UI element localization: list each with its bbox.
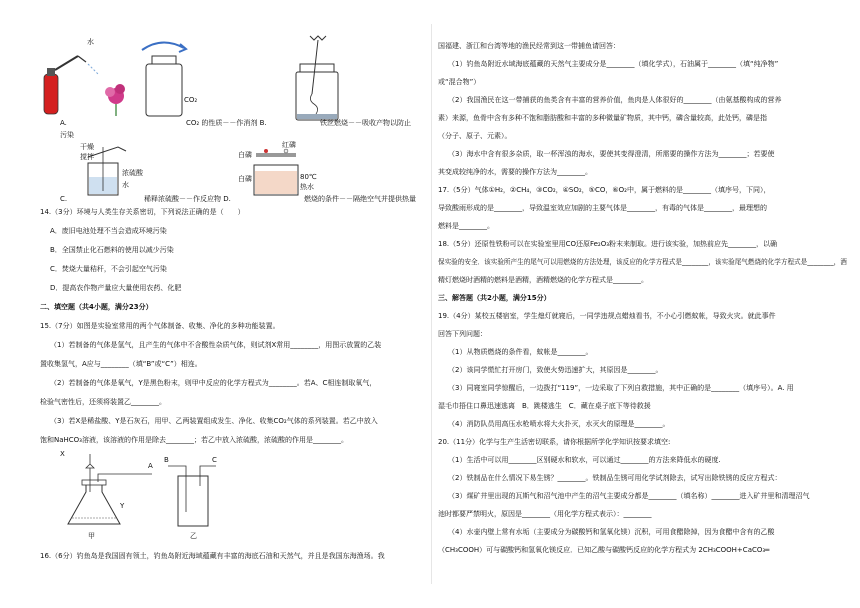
figure-d-hot-water: 80℃	[300, 173, 317, 181]
q19-line1: 19.（4分）某校五楼宿室，学生熄灯就寝后，一同学违规点蜡烛看书，不小心引燃蚊帐，导致火灾。就此事件	[438, 312, 776, 320]
q20-part4-line2: （CH₃COOH）可与碳酸钙和氢氧化镁反应．已知乙酸与碳酸钙反应的化学方程式为 2CH₃COOH+CaCO₃═	[438, 546, 770, 554]
q19-part3-line2: 湿毛巾捂住口鼻迅速逃离 B．跳楼逃生 C．藏在桌子底下等待救援	[438, 402, 651, 410]
q16-stem: 16.（6分）钓鱼岛是我国固有领土，钓鱼岛附近海域蕴藏有丰富的海底石油和天然气，并且是我国东海渔场。我	[40, 552, 385, 560]
q18-line2: 保实验的安全．该实验所产生的尾气可以用燃烧的方法处理，该反应的化学方程式是________，该实验尾气燃烧的化学方程式是________，酒	[438, 258, 847, 266]
figure-c-label-dry: 干燥	[80, 143, 94, 151]
q17-line1: 17.（5分）气体①H₂，②CH₄，③CO₂，④SO₂，⑤CO，⑥O₂中，属于燃料的是________（填序号，下同），	[438, 186, 771, 194]
q14-stem: 14.（3分）环境与人类生存关系密切，下列说法正确的是（ ）	[40, 208, 245, 216]
q20-part4-line1: （4）水壶内壁上常有水垢（主要成分为碳酸钙和氢氧化镁）沉积，可用食醋除掉，因为食醋中含有的乙酸	[448, 528, 775, 536]
figure-co2-jar	[132, 34, 202, 120]
q16-stem-cont: 国福建、浙江和台湾等地的渔民经常到这一带捕鱼请回答：	[438, 42, 620, 50]
q19-part4: （4）消防队员用高压水枪喷水将大火扑灭，水灭火的原理是________。	[448, 420, 670, 428]
apparatus-label-yi: 乙	[190, 532, 197, 540]
q15-part1-line1: （1）若制备的气体是氢气，且产生的气体中不含酸性杂质气体，则试剂X常用________，用图示放置的乙装	[50, 341, 382, 349]
figure-a-water-label: 水	[87, 38, 94, 46]
figure-d-combustion	[236, 143, 316, 199]
figure-c-diluting-acid	[78, 143, 158, 199]
q20-part2: （2）铁制品在什么情况下易生锈？________。铁制品生锈可用化学试剂除去，试写出除铁锈的反应方程式：	[448, 474, 782, 482]
q16-part2-line1: （2）我国渔民在这一带捕获的鱼类含有丰富的营养价值，鱼肉是人体很好的________（由氨基酸构成的营养	[448, 96, 782, 104]
section-3-heading: 三、解答题（共2小题，满分15分）	[438, 294, 551, 302]
q19-part3-line1: （3）同寝室同学惊醒后，一边拨打“119”，一边采取了下列自救措施，其中正确的是________（填序号）。A. 用	[448, 384, 794, 392]
q16-part2-line2: 素）来源，鱼骨中含有多种不饱和脂肪酸和丰富的多种微量矿物质，其中钙，磷含量较高，此处钙，磷是指	[438, 114, 767, 122]
figure-d-white-p2: 白磷	[238, 175, 252, 183]
apparatus-label-b: B	[164, 456, 169, 464]
q14-option-c: C．焚烧大量秸秆，不会引起空气污染	[50, 265, 167, 273]
figure-d-hot-water2: 热水	[300, 183, 314, 191]
q14-option-d: D．提高农作物产量应大量使用农药、化肥	[50, 284, 182, 292]
q16-part3-line1: （3）海水中含有很多杂质，取一杯浑浊的海水，要使其变得澄清，所需要的操作方法为________；若要使	[448, 150, 775, 158]
figure-co2-label: CO₂	[184, 96, 198, 104]
q13-b-caption-cont: 污染	[60, 131, 74, 139]
q13-b-caption: CO₂ 的性质－－作消剂 B.	[186, 119, 267, 127]
q14-option-b: B．全国禁止化石燃料的使用以减少污染	[50, 246, 174, 254]
q13-b-caption-right: 铁丝燃烧－－吸收产物以防止	[320, 119, 411, 127]
q13-c-caption: 稀释浓硫酸－－作反应物 D.	[144, 195, 231, 203]
q19-part2: （2）该同学慌忙打开房门，致使火势迅速扩大，其原因是________。	[448, 366, 663, 374]
figure-c-label-stir: 搅拌	[80, 153, 94, 161]
apparatus-label-a: A	[148, 462, 153, 470]
q13-d-caption: 燃烧的条件－－隔绝空气并提供热量	[304, 195, 416, 203]
q15-part2-line1: （2）若制备的气体是氧气，Y是黑色粉末，则甲中反应的化学方程式为________。若A、C相连制取氧气，	[50, 379, 377, 387]
figure-b-iron-wire	[290, 34, 350, 124]
q20-part3-line2: 池时都要严禁明火，原因是________（用化学方程式表示）：________	[438, 510, 652, 518]
figure-c-label-acid: 浓硫酸	[122, 169, 143, 177]
q15-stem: 15.（7分）如图是实验室常用的两个气体制备、收集、净化的多种功能装置。	[40, 322, 280, 330]
q16-part1-line1: （1）钓鱼岛附近水域海底蕴藏的天然气主要成分是________（填化学式），石油属于________（填“纯净物”	[448, 60, 779, 68]
figure-d-red-p: 红磷	[282, 141, 296, 149]
q14-option-a: A．废旧电池处理不当会造成环境污染	[50, 227, 167, 235]
left-column	[40, 0, 425, 608]
apparatus-label-c: C	[212, 456, 217, 464]
apparatus-label-y: Y	[120, 502, 125, 510]
q20-part3-line1: （3）煤矿井里出现的瓦斯气和沼气池中产生的沼气主要成分都是________（填名称）________进入矿井里和清理沼气	[448, 492, 810, 500]
q15-part3-line2: 饱和NaHCO₃溶液，该溶液的作用是除去________；若乙中放入浓硫酸，浓硫酸的作用是________。	[40, 436, 348, 444]
apparatus-label-jia: 甲	[88, 532, 95, 540]
section-2-heading: 二、填空题（共4小题，满分23分）	[40, 303, 153, 311]
q15-part3-line1: （3）若X是稀盐酸、Y是石灰石，用甲、乙两装置组成发生、净化、收集CO₂气体的系列装置。若乙中放入	[50, 417, 378, 425]
column-divider	[431, 24, 432, 584]
q13-c-label: C.	[60, 195, 68, 203]
q15-part2-line2: 检验气密性后，还须将装置乙________。	[40, 398, 166, 406]
q13-a-label: A.	[60, 119, 67, 127]
q20-stem: 20.（11分）化学与生产生活密切联系，请你根据所学化学知识按要求填空:	[438, 438, 671, 446]
q18-line1: 18.（5分）还原性铁粉可以在实验室里用CO还原Fe₂O₃粉末来制取。进行该实验，加热前应先________，以确	[438, 240, 778, 248]
figure-d-white-p: 白磷	[238, 151, 252, 159]
figure-a-extinguisher	[40, 34, 130, 124]
q16-part2-line3: （分子、原子、元素）。	[438, 132, 512, 140]
q18-line3: 精灯燃烧时酒精的燃料是酒精，酒精燃烧的化学方程式是________。	[438, 276, 648, 284]
figure-c-label-water: 水	[122, 181, 129, 189]
q20-part1: （1）生活中可以用________区别硬水和软水，可以通过________的方法来降低水的硬度.	[448, 456, 721, 464]
q19-line2: 回答下列问题：	[438, 330, 487, 338]
q16-part3-line2: 其变成较纯净的水，需要的操作方法为________。	[438, 168, 592, 176]
apparatus-label-x: X	[60, 450, 65, 458]
q17-line2: 导致酸雨形成的是________，导致温室效应加剧的主要气体是________，有毒的气体是________，最理想的	[438, 204, 767, 212]
q17-line3: 燃料是________。	[438, 222, 494, 230]
q16-part1-line2: 或“混合物”）	[438, 78, 481, 86]
figure-q15-apparatus	[60, 452, 230, 532]
q15-part1-line2: 置收集氢气，A应与________（填“B”或“C”）相连。	[40, 360, 202, 368]
q19-part1: （1）从物质燃烧的条件看，蚊帐是________。	[448, 348, 593, 356]
right-column	[438, 0, 847, 608]
